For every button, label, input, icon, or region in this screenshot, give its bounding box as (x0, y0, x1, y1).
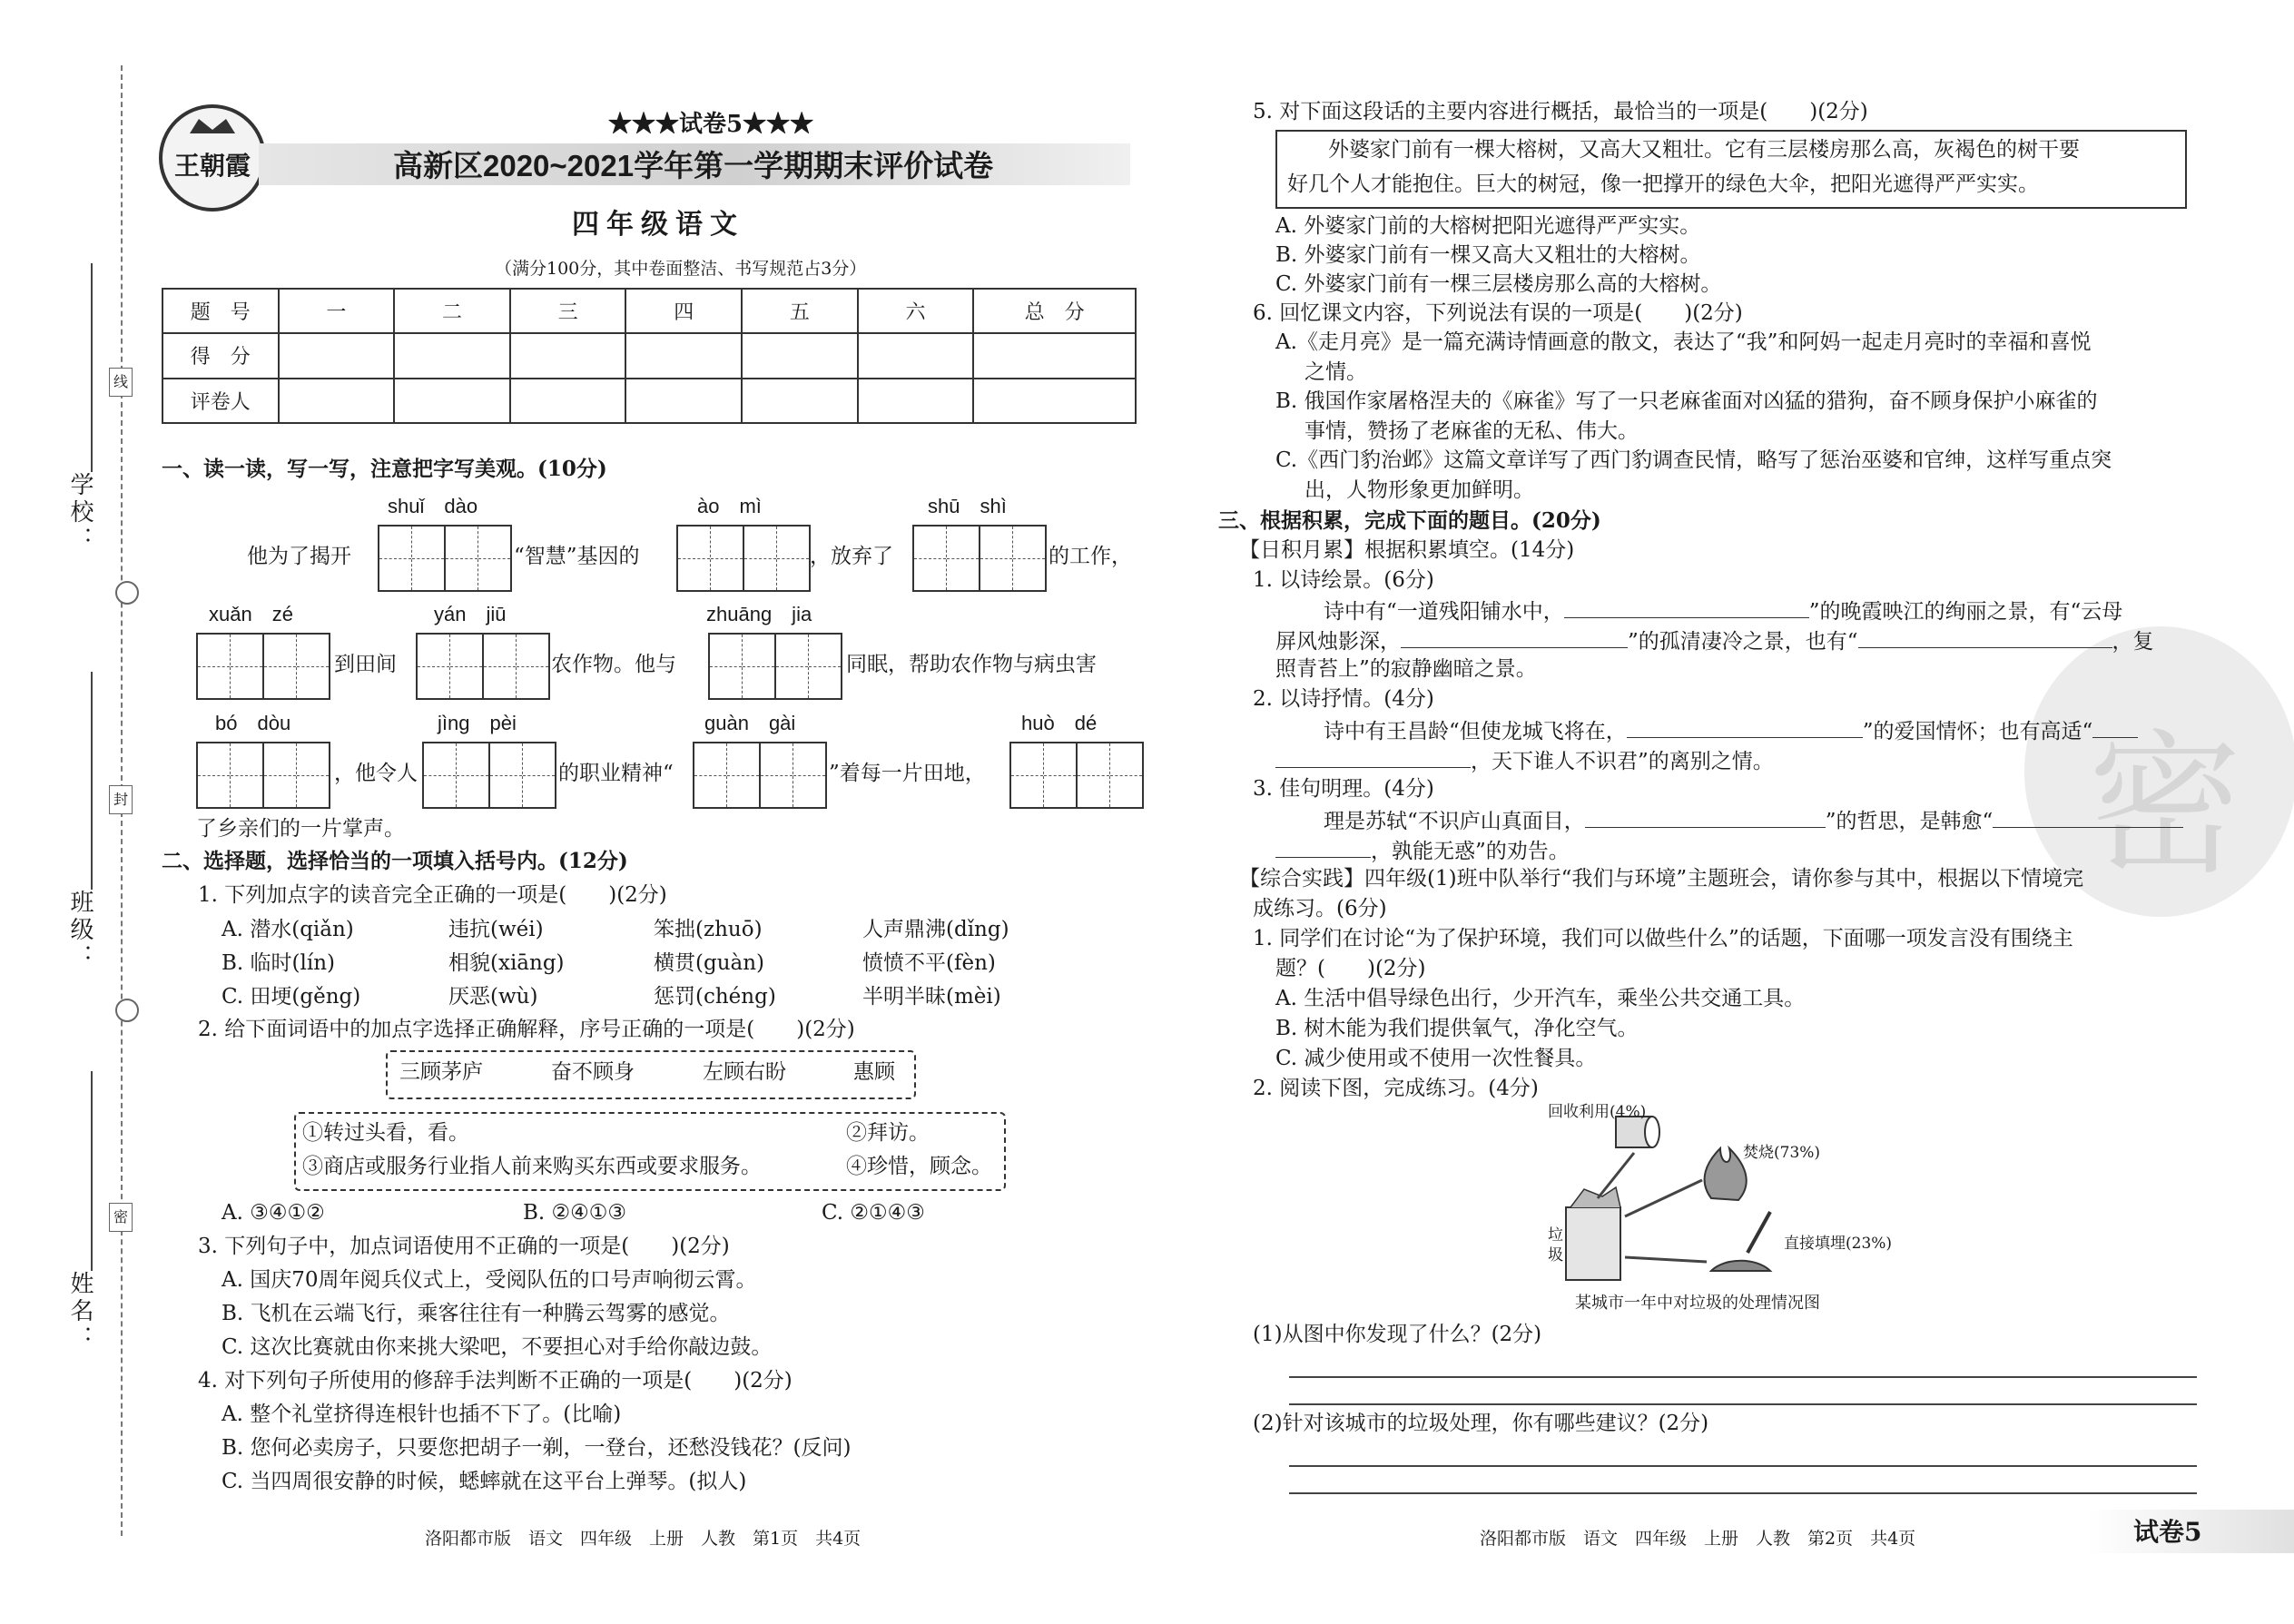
sub-heading: 【综合实践】四年级(1)班中队举行“我们与环境”主题班会，请你参与其中，根据以下情境完 (1239, 867, 2084, 891)
score-cell[interactable] (858, 333, 974, 378)
question: 1. 以诗绘景。(6分) (1253, 568, 1434, 592)
fill-blank[interactable] (1858, 627, 2112, 648)
question: (2)针对该城市的垃圾处理，你有哪些建议？(2分) (1253, 1412, 1709, 1435)
option-cont: 之情。 (1305, 360, 1367, 384)
question-4: 4. 对下列句子所使用的修辞手法判断不正确的一项是( )(2分) (198, 1369, 793, 1393)
writing-grid[interactable] (378, 525, 512, 592)
fill-blank[interactable] (1401, 627, 1628, 648)
subject-title: 四年级语文 (572, 209, 744, 241)
class-field[interactable] (91, 672, 93, 890)
figure-label-bury: 直接填埋(23%) (1784, 1235, 1893, 1253)
option: 横贯(guàn) (654, 951, 765, 975)
paper-badge-text: 试卷5 (2133, 1517, 2202, 1547)
arrow-bury (1625, 1257, 1707, 1262)
score-cell[interactable] (394, 333, 510, 378)
option: 相貌(xiāng) (448, 951, 565, 975)
waste-figure (1534, 1098, 1961, 1316)
writing-grid[interactable] (676, 525, 811, 592)
question: 2. 以诗抒情。(4分) (1253, 687, 1434, 711)
score-note: （满分100分，其中卷面整洁、书写规范占3分） (495, 259, 867, 279)
arrow-burn (1625, 1180, 1702, 1216)
score-cell[interactable] (625, 379, 742, 423)
question: 1. 同学们在讨论“为了保护环境，我们可以做些什么”的话题，下面哪一项发言没有围绕主 (1253, 927, 2073, 950)
score-cell[interactable] (742, 333, 858, 378)
paper-badge (2088, 1510, 2294, 1553)
pinyin: guàn gài (704, 712, 796, 734)
option[interactable]: C. 减少使用或不使用一次性餐具。 (1275, 1047, 1597, 1070)
passage-text: ，他令人 (334, 762, 418, 785)
fill-blank[interactable] (1993, 807, 2183, 828)
score-cell[interactable] (742, 379, 858, 423)
option-cont: 事情，赞扬了老麻雀的无私、伟大。 (1305, 419, 1639, 443)
question-5: 5. 对下面这段话的主要内容进行概括，最恰当的一项是( )(2分) (1253, 100, 1868, 123)
table-row (162, 379, 1136, 423)
option: 人声鼎沸(dǐng) (862, 918, 1009, 941)
text: ”的哲思，是韩愈“ (1825, 810, 1994, 833)
meaning: ②拜访。 (846, 1121, 930, 1145)
passage-line: 外婆家门前有一棵大榕树，又高大又粗壮。它有三层楼房那么高，灰褐色的树干要 (1328, 138, 2080, 162)
seal-secret-mark: 密 (109, 1203, 133, 1232)
question-3: 3. 下列句子中，加点词语使用不正确的一项是( )(2分) (198, 1235, 730, 1258)
logo-text: 王朝霞 (173, 151, 251, 181)
brand-logo (159, 104, 266, 212)
text: 照青苔上”的寂静幽暗之景。 (1275, 657, 1537, 681)
option[interactable]: B. 飞机在云端飞行，乘客往往有一种腾云驾雾的感觉。 (222, 1302, 731, 1325)
passage-text: ，放弃了 (810, 545, 893, 568)
text: ，天下谁人不识君”的离别之情。 (1471, 750, 1774, 773)
table-row (162, 289, 1136, 333)
text: ”的爱国情怀；也有高适“ (1862, 720, 2093, 743)
table-header-cell: 六 (858, 289, 974, 333)
passage-text: 到田间 (334, 653, 397, 676)
sub-heading-cont: 成练习。(6分) (1253, 897, 1387, 920)
option: 惩罚(chéng) (654, 985, 776, 1009)
shovel-icon (1711, 1212, 1770, 1271)
option[interactable]: B. 俄国作家屠格涅夫的《麻雀》写了一只老麻雀面对凶猛的猎狗，奋不顾身保护小麻雀的 (1275, 389, 2098, 413)
pinyin: shū shì (928, 495, 1007, 517)
fill-line (1275, 627, 2154, 655)
section-1-heading: 一、读一读，写一写，注意把字写美观。(10分) (162, 457, 607, 481)
fill-blank[interactable] (2092, 717, 2138, 738)
binding-hole (115, 999, 139, 1022)
text: ，复 (2112, 630, 2154, 654)
fill-line (1324, 807, 2183, 835)
school-label: 学校： (66, 472, 94, 554)
fill-blank[interactable] (1627, 717, 1863, 738)
option[interactable]: B. 树木能为我们提供氧气，净化空气。 (1275, 1017, 1639, 1040)
score-table (162, 288, 1137, 424)
watermark-text: 密 (2088, 716, 2243, 896)
score-cell[interactable] (279, 333, 395, 378)
passage-text: 同眠，帮助农作物与病虫害 (846, 653, 1097, 676)
passage-text: ”着每一片田地， (829, 762, 986, 785)
pinyin: shuǐ dào (388, 495, 478, 517)
meaning: ④珍惜，顾念。 (846, 1155, 992, 1178)
question-2: 2. 给下面词语中的加点字选择正确解释，序号正确的一项是( )(2分) (198, 1018, 855, 1041)
pinyin: bó dòu (215, 712, 291, 734)
word: 三顾茅庐 (399, 1060, 483, 1084)
table-header-cell: 一 (279, 289, 395, 333)
score-cell[interactable] (973, 379, 1136, 423)
option[interactable]: B. 您何必卖房子，只要您把胡子一剃，一登台，还愁没钱花？(反问) (222, 1436, 852, 1460)
pinyin: yán jiū (434, 603, 507, 625)
option: 愤愤不平(fèn) (862, 951, 996, 975)
binding-hole (115, 581, 139, 605)
answer-line[interactable] (1289, 1492, 2197, 1494)
score-cell[interactable] (858, 379, 974, 423)
text: 诗中有王昌龄“但使龙城飞将在， (1324, 720, 1627, 743)
figure-label-bin: 垃圾 (1548, 1226, 1563, 1265)
passage-line: 好几个人才能抱住。巨大的树冠，像一把撑开的绿色大伞，把阳光遮得严严实实。 (1287, 172, 2039, 196)
writing-grid[interactable] (708, 633, 842, 700)
fill-line (1324, 717, 2138, 745)
option[interactable]: A. 外婆家门前的大榕树把阳光遮得严严实实。 (1275, 214, 1701, 238)
pinyin: xuǎn zé (209, 603, 293, 625)
fill-blank[interactable] (1585, 807, 1826, 828)
text: 诗中有“一道残阳铺水中， (1324, 600, 1564, 624)
option: 违抗(wéi) (448, 918, 544, 941)
option[interactable]: A. 整个礼堂挤得连根针也插不下了。(比喻) (222, 1403, 622, 1426)
table-header-cell: 三 (510, 289, 626, 333)
option[interactable]: C. 外婆家门前有一棵三层楼房那么高的大榕树。 (1275, 272, 1722, 296)
passage-text: 了乡亲们的一片掌声。 (196, 817, 405, 841)
word: 奋不顾身 (551, 1060, 635, 1084)
option[interactable]: A. 潜水(qiǎn) (222, 918, 354, 941)
answer-line[interactable] (1289, 1465, 2197, 1467)
seal-seal-mark: 封 (109, 785, 133, 814)
question-cont: 题？( )(2分) (1275, 957, 1426, 980)
option[interactable]: B. 外婆家门前有一棵又高大又粗壮的大榕树。 (1275, 243, 1701, 267)
score-cell[interactable] (394, 379, 510, 423)
table-row (162, 333, 1136, 378)
score-cell[interactable] (279, 379, 395, 423)
answer-line[interactable] (1289, 1376, 2197, 1378)
writing-grid[interactable] (196, 742, 330, 809)
fire-icon (1705, 1148, 1747, 1200)
school-field[interactable] (91, 263, 93, 472)
writing-grid[interactable] (422, 742, 556, 809)
page-footer-right: 洛阳都市版 语文 四年级 上册 人教 第2页 共4页 (1480, 1529, 1916, 1549)
option: 厌恶(wù) (448, 985, 538, 1009)
option: 半明半昧(mèi) (862, 985, 1001, 1009)
option: 笨拙(zhuō) (654, 918, 763, 941)
figure-label-recycle: 回收利用(4%) (1548, 1103, 1647, 1121)
option[interactable]: A. 生活中倡导绿色出行，少开汽车，乘坐公共交通工具。 (1275, 987, 1806, 1010)
writing-grid[interactable] (196, 633, 330, 700)
passage-text: 的职业精神“ (558, 762, 674, 785)
question: 2. 阅读下图，完成练习。(4分) (1253, 1077, 1539, 1100)
writing-grid[interactable] (416, 633, 550, 700)
name-field[interactable] (91, 1071, 93, 1271)
trash-bin-icon (1566, 1187, 1620, 1280)
pinyin: ào mì (697, 495, 762, 517)
table-header-cell: 五 (742, 289, 858, 333)
passage-text: 的工作， (1049, 545, 1132, 568)
pinyin: zhuāng jia (706, 603, 812, 625)
option[interactable]: A. ③④①② (222, 1201, 325, 1225)
page-footer-left: 洛阳都市版 语文 四年级 上册 人教 第1页 共4页 (425, 1529, 861, 1549)
paper-title: 高新区2020~2021学年第一学期期末评价试卷 (393, 149, 994, 182)
writing-grid[interactable] (912, 525, 1047, 592)
fill-line (1275, 837, 1570, 865)
question-1: 1. 下列加点字的读音完全正确的一项是( )(2分) (198, 883, 667, 907)
option-cont: 出，人物形象更加鲜明。 (1305, 478, 1534, 502)
text: ”的晚霞映江的绚丽之景，有“云母 (1808, 600, 2123, 624)
fill-blank[interactable] (1275, 837, 1371, 858)
sub-heading: 【日积月累】根据积累填空。(14分) (1239, 538, 1575, 562)
fill-line (1275, 747, 1774, 775)
option[interactable]: B. 临时(lín) (222, 951, 335, 975)
pinyin: huò dé (1021, 712, 1098, 734)
seal-line-mark: 线 (109, 368, 133, 397)
score-cell[interactable] (510, 379, 626, 423)
fill-line (1324, 597, 2122, 625)
option[interactable]: A. 国庆70周年阅兵仪式上，受阅队伍的口号声响彻云霄。 (222, 1268, 757, 1292)
name-label: 姓名： (66, 1271, 94, 1353)
question-6: 6. 回忆课文内容，下列说法有误的一项是( )(2分) (1253, 301, 1743, 325)
table-header-cell: 二 (394, 289, 510, 333)
question: 3. 佳句明理。(4分) (1253, 777, 1434, 801)
option[interactable]: C. ②①④③ (822, 1201, 925, 1225)
figure-caption: 某城市一年中对垃圾的处理情况图 (1575, 1294, 1820, 1313)
text: 屏风烛影深， (1275, 630, 1401, 654)
meaning: ③商店或服务行业指人前来购买东西或要求服务。 (302, 1155, 762, 1178)
fill-blank[interactable] (1564, 597, 1809, 618)
table-header-cell: 总 分 (973, 289, 1136, 333)
text: ”的孤清凄冷之景，也有“ (1628, 630, 1858, 654)
option[interactable]: C.《西门豹治邺》这篇文章详写了西门豹调查民情，略写了惩治巫婆和官绅，这样写重点突 (1275, 448, 2112, 472)
option[interactable]: C. 这次比赛就由你来挑大梁吧，不要担心对手给你敲边鼓。 (222, 1335, 773, 1359)
passage-text: 他为了揭开 (247, 545, 351, 568)
word: 左顾右盼 (703, 1060, 786, 1084)
answer-line[interactable] (1289, 1403, 2197, 1405)
figure-label-burn: 焚烧(73%) (1743, 1144, 1821, 1162)
option[interactable]: C. 田埂(gěng) (222, 985, 361, 1009)
class-label: 班级： (66, 890, 94, 971)
row-label: 得 分 (162, 333, 279, 378)
table-header-cell: 四 (625, 289, 742, 333)
option[interactable]: C. 当四周很安静的时候，蟋蟀就在这平台上弹琴。(拟人) (222, 1470, 747, 1493)
option[interactable]: B. ②④①③ (523, 1201, 627, 1225)
section-2-heading: 二、选择题，选择恰当的一项填入括号内。(12分) (162, 849, 628, 873)
table-header-cell: 题 号 (162, 289, 279, 333)
meaning: ①转过头看，看。 (302, 1121, 469, 1145)
passage-text: “智慧”基因的 (514, 545, 640, 568)
score-cell[interactable] (510, 333, 626, 378)
word: 惠顾 (853, 1060, 895, 1084)
score-cell[interactable] (625, 333, 742, 378)
passage-text: 农作物。他与 (551, 653, 676, 676)
score-cell[interactable] (973, 333, 1136, 378)
writing-grid[interactable] (1009, 742, 1144, 809)
question: (1)从图中你发现了什么？(2分) (1253, 1323, 1542, 1346)
text: 理是苏轼“不识庐山真面目， (1324, 810, 1585, 833)
fill-blank[interactable] (1275, 747, 1471, 768)
pinyin: jìng pèi (438, 712, 517, 734)
paper-series: ★★★试卷5★★★ (608, 111, 814, 138)
option[interactable]: A.《走月亮》是一篇充满诗情画意的散文，表达了“我”和阿妈一起走月亮时的幸福和喜悦 (1275, 330, 2092, 354)
section-3-heading: 三、根据积累，完成下面的题目。(20分) (1218, 508, 1601, 533)
row-label: 评卷人 (162, 379, 279, 423)
text: ，孰能无惑”的劝告。 (1371, 840, 1570, 863)
writing-grid[interactable] (693, 742, 827, 809)
